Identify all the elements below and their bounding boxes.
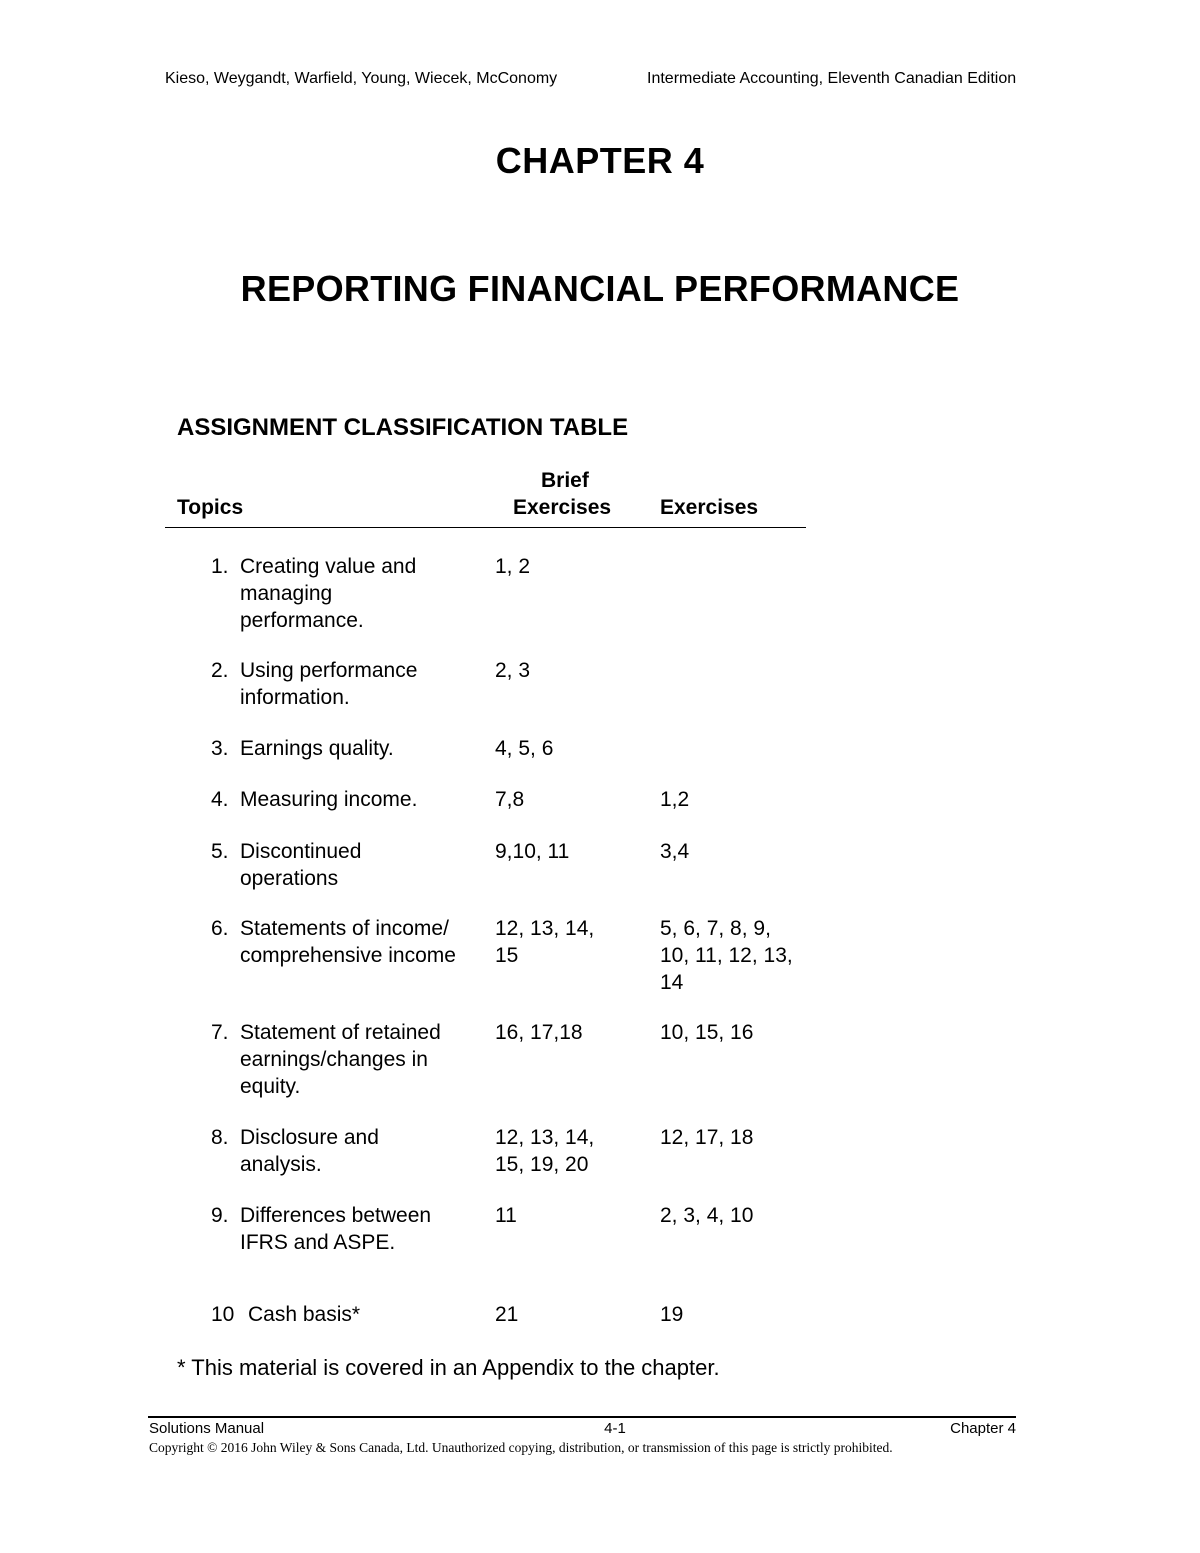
row-topic: Disclosure and analysis. bbox=[240, 1126, 379, 1176]
row-brief-exercises: 1, 2 bbox=[495, 555, 531, 578]
row-exercises: 5, 6, 7, 8, 9, 10, 11, 12, 13, 14 bbox=[660, 917, 793, 994]
row-exercises: 2, 3, 4, 10 bbox=[660, 1204, 754, 1227]
section-title: ASSIGNMENT CLASSIFICATION TABLE bbox=[177, 414, 629, 441]
row-number: 4. bbox=[211, 788, 229, 811]
row-exercises: 1,2 bbox=[660, 788, 690, 811]
column-header-brief-line2: Exercises bbox=[513, 496, 612, 519]
row-topic: Statement of retained earnings/changes in equity. bbox=[240, 1021, 441, 1098]
header-book-title: Intermediate Accounting, Eleventh Canadian Edition bbox=[647, 70, 1017, 87]
row-exercises: 19 bbox=[660, 1303, 684, 1326]
chapter-title: REPORTING FINANCIAL PERFORMANCE bbox=[240, 268, 960, 309]
footer-chapter: Chapter 4 bbox=[950, 1420, 1016, 1437]
row-brief-exercises: 12, 13, 14, 15, 19, 20 bbox=[495, 1126, 595, 1176]
row-number: 6. bbox=[211, 917, 229, 940]
row-exercises: 3,4 bbox=[660, 840, 690, 863]
row-exercises: 12, 17, 18 bbox=[660, 1126, 754, 1149]
column-header-brief-line1: Brief bbox=[541, 469, 589, 492]
row-brief-exercises: 21 bbox=[495, 1303, 519, 1326]
row-topic: Measuring income. bbox=[240, 788, 418, 811]
column-header-exercises: Exercises bbox=[660, 496, 759, 519]
chapter-number: CHAPTER 4 bbox=[495, 140, 705, 181]
row-topic: Creating value and managing performance. bbox=[240, 555, 417, 632]
row-brief-exercises: 16, 17,18 bbox=[495, 1021, 583, 1044]
row-brief-exercises: 9,10, 11 bbox=[495, 840, 570, 863]
row-exercises: 10, 15, 16 bbox=[660, 1021, 754, 1044]
row-brief-exercises: 12, 13, 14, 15 bbox=[495, 917, 595, 967]
copyright-notice: Copyright © 2016 John Wiley & Sons Canada, Ltd. Unauthorized copying, distribution, or transmission of this page is strictly prohibited. bbox=[149, 1440, 893, 1455]
row-brief-exercises: 7,8 bbox=[495, 788, 525, 811]
row-brief-exercises: 2, 3 bbox=[495, 659, 531, 682]
row-number: 2. bbox=[211, 659, 229, 682]
row-number: 3. bbox=[211, 737, 229, 760]
row-number: 10 bbox=[211, 1303, 235, 1326]
row-number: 5. bbox=[211, 840, 229, 863]
footer-manual: Solutions Manual bbox=[149, 1420, 265, 1437]
header-authors: Kieso, Weygandt, Warfield, Young, Wiecek, McConomy bbox=[165, 70, 558, 87]
column-header-topics: Topics bbox=[177, 496, 244, 519]
row-topic: Earnings quality. bbox=[240, 737, 394, 760]
row-number: 7. bbox=[211, 1021, 229, 1044]
row-number: 8. bbox=[211, 1126, 229, 1149]
row-topic: Discontinued operations bbox=[240, 840, 362, 890]
appendix-note: * This material is covered in an Appendix to the chapter. bbox=[177, 1355, 720, 1380]
row-topic: Differences between IFRS and ASPE. bbox=[240, 1204, 432, 1254]
row-brief-exercises: 4, 5, 6 bbox=[495, 737, 554, 760]
footer-page-number: 4-1 bbox=[604, 1420, 626, 1437]
row-topic: Using performance information. bbox=[240, 659, 418, 709]
row-brief-exercises: 11 bbox=[495, 1204, 517, 1227]
row-topic: Statements of income/ comprehensive income bbox=[240, 917, 456, 967]
row-topic: Cash basis* bbox=[248, 1303, 361, 1326]
row-number: 1. bbox=[211, 555, 229, 578]
row-number: 9. bbox=[211, 1204, 229, 1227]
header-rule bbox=[165, 527, 806, 528]
footer-rule bbox=[148, 1416, 1016, 1418]
